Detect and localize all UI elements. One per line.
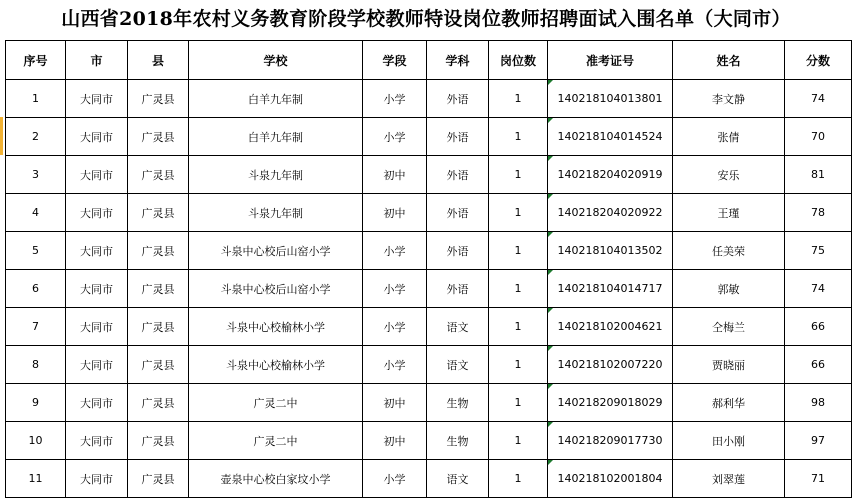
cell-city[interactable]: 大同市	[66, 232, 128, 270]
cell-score[interactable]: 78	[785, 194, 852, 232]
cell-no[interactable]: 7	[6, 308, 66, 346]
cell-subject[interactable]: 外语	[427, 80, 489, 118]
cell-exam-id[interactable]: 140218209017730	[548, 422, 673, 460]
cell-stage[interactable]: 小学	[363, 460, 427, 498]
cell-county[interactable]: 广灵县	[128, 422, 189, 460]
cell-score[interactable]: 98	[785, 384, 852, 422]
cell-school[interactable]: 斗泉中心校榆林小学	[189, 308, 363, 346]
cell-county[interactable]: 广灵县	[128, 384, 189, 422]
cell-score[interactable]: 74	[785, 80, 852, 118]
cell-name[interactable]: 贾晓丽	[673, 346, 785, 384]
cell-score[interactable]: 81	[785, 156, 852, 194]
table-row	[6, 422, 852, 460]
cell-subject[interactable]: 语文	[427, 460, 489, 498]
cell-county[interactable]: 广灵县	[128, 232, 189, 270]
cell-school[interactable]: 广灵二中	[189, 422, 363, 460]
cell-subject[interactable]: 语文	[427, 308, 489, 346]
cell-school[interactable]: 壶泉中心校白家坟小学	[189, 460, 363, 498]
header-cell-stage[interactable]: 学段	[363, 41, 427, 80]
cell-exam-id[interactable]: 140218102007220	[548, 346, 673, 384]
cell-subject[interactable]: 生物	[427, 384, 489, 422]
cell-name[interactable]: 李文静	[673, 80, 785, 118]
cell-name[interactable]: 刘翠莲	[673, 460, 785, 498]
header-cell-exam-id[interactable]: 准考证号	[548, 41, 673, 80]
cell-city[interactable]: 大同市	[66, 384, 128, 422]
cell-score[interactable]: 70	[785, 118, 852, 156]
cell-posts[interactable]: 1	[489, 270, 548, 308]
cell-city[interactable]: 大同市	[66, 308, 128, 346]
table-row	[6, 232, 852, 270]
cell-city[interactable]: 大同市	[66, 80, 128, 118]
cell-exam-id[interactable]: 140218104013502	[548, 232, 673, 270]
cell-stage[interactable]: 初中	[363, 156, 427, 194]
table-row	[6, 460, 852, 498]
cell-school[interactable]: 斗泉九年制	[189, 156, 363, 194]
cell-county[interactable]: 广灵县	[128, 270, 189, 308]
cell-county[interactable]: 广灵县	[128, 156, 189, 194]
header-cell-county[interactable]: 县	[128, 41, 189, 80]
cell-stage[interactable]: 小学	[363, 346, 427, 384]
cell-subject[interactable]: 生物	[427, 422, 489, 460]
cell-no[interactable]: 10	[6, 422, 66, 460]
cell-city[interactable]: 大同市	[66, 194, 128, 232]
cell-exam-id[interactable]: 140218102001804	[548, 460, 673, 498]
cell-score[interactable]: 97	[785, 422, 852, 460]
cell-exam-id[interactable]: 140218204020922	[548, 194, 673, 232]
cell-school[interactable]: 斗泉中心校后山窑小学	[189, 232, 363, 270]
cell-no[interactable]: 4	[6, 194, 66, 232]
cell-subject[interactable]: 外语	[427, 118, 489, 156]
header-cell-posts[interactable]: 岗位数	[489, 41, 548, 80]
cell-posts[interactable]: 1	[489, 384, 548, 422]
cell-name[interactable]: 田小刚	[673, 422, 785, 460]
cell-county[interactable]: 广灵县	[128, 460, 189, 498]
cell-posts[interactable]: 1	[489, 422, 548, 460]
cell-no[interactable]: 5	[6, 232, 66, 270]
cell-posts[interactable]: 1	[489, 308, 548, 346]
cell-posts[interactable]: 1	[489, 232, 548, 270]
cell-exam-id[interactable]: 140218104013801	[548, 80, 673, 118]
cell-name[interactable]: 郭敏	[673, 270, 785, 308]
cell-exam-id[interactable]: 140218209018029	[548, 384, 673, 422]
cell-city[interactable]: 大同市	[66, 346, 128, 384]
cell-no[interactable]: 11	[6, 460, 66, 498]
header-cell-school[interactable]: 学校	[189, 41, 363, 80]
cell-no[interactable]: 3	[6, 156, 66, 194]
cell-name[interactable]: 郝利华	[673, 384, 785, 422]
cell-city[interactable]: 大同市	[66, 460, 128, 498]
cell-county[interactable]: 广灵县	[128, 80, 189, 118]
cell-stage[interactable]: 初中	[363, 194, 427, 232]
cell-no[interactable]: 9	[6, 384, 66, 422]
cell-stage[interactable]: 小学	[363, 308, 427, 346]
header-cell-name[interactable]: 姓名	[673, 41, 785, 80]
table-row	[6, 384, 852, 422]
table-row	[6, 80, 852, 118]
cell-no[interactable]: 2	[6, 118, 66, 156]
cell-subject[interactable]: 语文	[427, 346, 489, 384]
candidate-table	[5, 40, 852, 498]
cell-school[interactable]: 斗泉中心校榆林小学	[189, 346, 363, 384]
cell-name[interactable]: 王瑾	[673, 194, 785, 232]
header-cell-no[interactable]: 序号	[6, 41, 66, 80]
table-row	[6, 270, 852, 308]
cell-posts[interactable]: 1	[489, 194, 548, 232]
table-row	[6, 156, 852, 194]
table-row	[6, 308, 852, 346]
cell-name[interactable]: 张倩	[673, 118, 785, 156]
cell-county[interactable]: 广灵县	[128, 308, 189, 346]
sheet-title: 山西省2018年农村义务教育阶段学校教师特设岗位教师招聘面试入围名单（大同市）	[61, 8, 791, 30]
cell-posts[interactable]: 1	[489, 156, 548, 194]
cell-stage[interactable]: 初中	[363, 422, 427, 460]
cell-score[interactable]: 75	[785, 232, 852, 270]
cell-school[interactable]: 斗泉九年制	[189, 194, 363, 232]
cell-exam-id[interactable]: 140218104014524	[548, 118, 673, 156]
cell-school[interactable]: 白羊九年制	[189, 118, 363, 156]
cell-exam-id[interactable]: 140218104014717	[548, 270, 673, 308]
cell-city[interactable]: 大同市	[66, 422, 128, 460]
cell-subject[interactable]: 外语	[427, 194, 489, 232]
header-cell-score[interactable]: 分数	[785, 41, 852, 80]
cell-score[interactable]: 66	[785, 346, 852, 384]
cell-score[interactable]: 74	[785, 270, 852, 308]
cell-stage[interactable]: 小学	[363, 232, 427, 270]
cell-no[interactable]: 6	[6, 270, 66, 308]
cell-name[interactable]: 任美荣	[673, 232, 785, 270]
cell-posts[interactable]: 1	[489, 80, 548, 118]
table-body	[6, 80, 852, 498]
header-cell-city[interactable]: 市	[66, 41, 128, 80]
cell-posts[interactable]: 1	[489, 460, 548, 498]
cell-name[interactable]: 安乐	[673, 156, 785, 194]
cell-stage[interactable]: 小学	[363, 118, 427, 156]
table-row	[6, 118, 852, 156]
cell-stage[interactable]: 小学	[363, 80, 427, 118]
cell-county[interactable]: 广灵县	[128, 194, 189, 232]
cell-score[interactable]: 71	[785, 460, 852, 498]
row-selection-marker	[0, 117, 3, 155]
cell-subject[interactable]: 外语	[427, 232, 489, 270]
table-row	[6, 346, 852, 384]
header-row	[6, 41, 852, 80]
cell-city[interactable]: 大同市	[66, 156, 128, 194]
cell-name[interactable]: 仝梅兰	[673, 308, 785, 346]
header-cell-subject[interactable]: 学科	[427, 41, 489, 80]
cell-score[interactable]: 66	[785, 308, 852, 346]
cell-no[interactable]: 8	[6, 346, 66, 384]
cell-city[interactable]: 大同市	[66, 270, 128, 308]
cell-school[interactable]: 白羊九年制	[189, 80, 363, 118]
cell-county[interactable]: 广灵县	[128, 346, 189, 384]
cell-posts[interactable]: 1	[489, 346, 548, 384]
cell-subject[interactable]: 外语	[427, 156, 489, 194]
cell-stage[interactable]: 小学	[363, 270, 427, 308]
cell-city[interactable]: 大同市	[66, 118, 128, 156]
cell-school[interactable]: 斗泉中心校后山窑小学	[189, 270, 363, 308]
cell-school[interactable]: 广灵二中	[189, 384, 363, 422]
cell-county[interactable]: 广灵县	[128, 118, 189, 156]
table-row	[6, 194, 852, 232]
cell-posts[interactable]: 1	[489, 118, 548, 156]
cell-no[interactable]: 1	[6, 80, 66, 118]
cell-exam-id[interactable]: 140218102004621	[548, 308, 673, 346]
cell-stage[interactable]: 初中	[363, 384, 427, 422]
cell-exam-id[interactable]: 140218204020919	[548, 156, 673, 194]
cell-subject[interactable]: 外语	[427, 270, 489, 308]
